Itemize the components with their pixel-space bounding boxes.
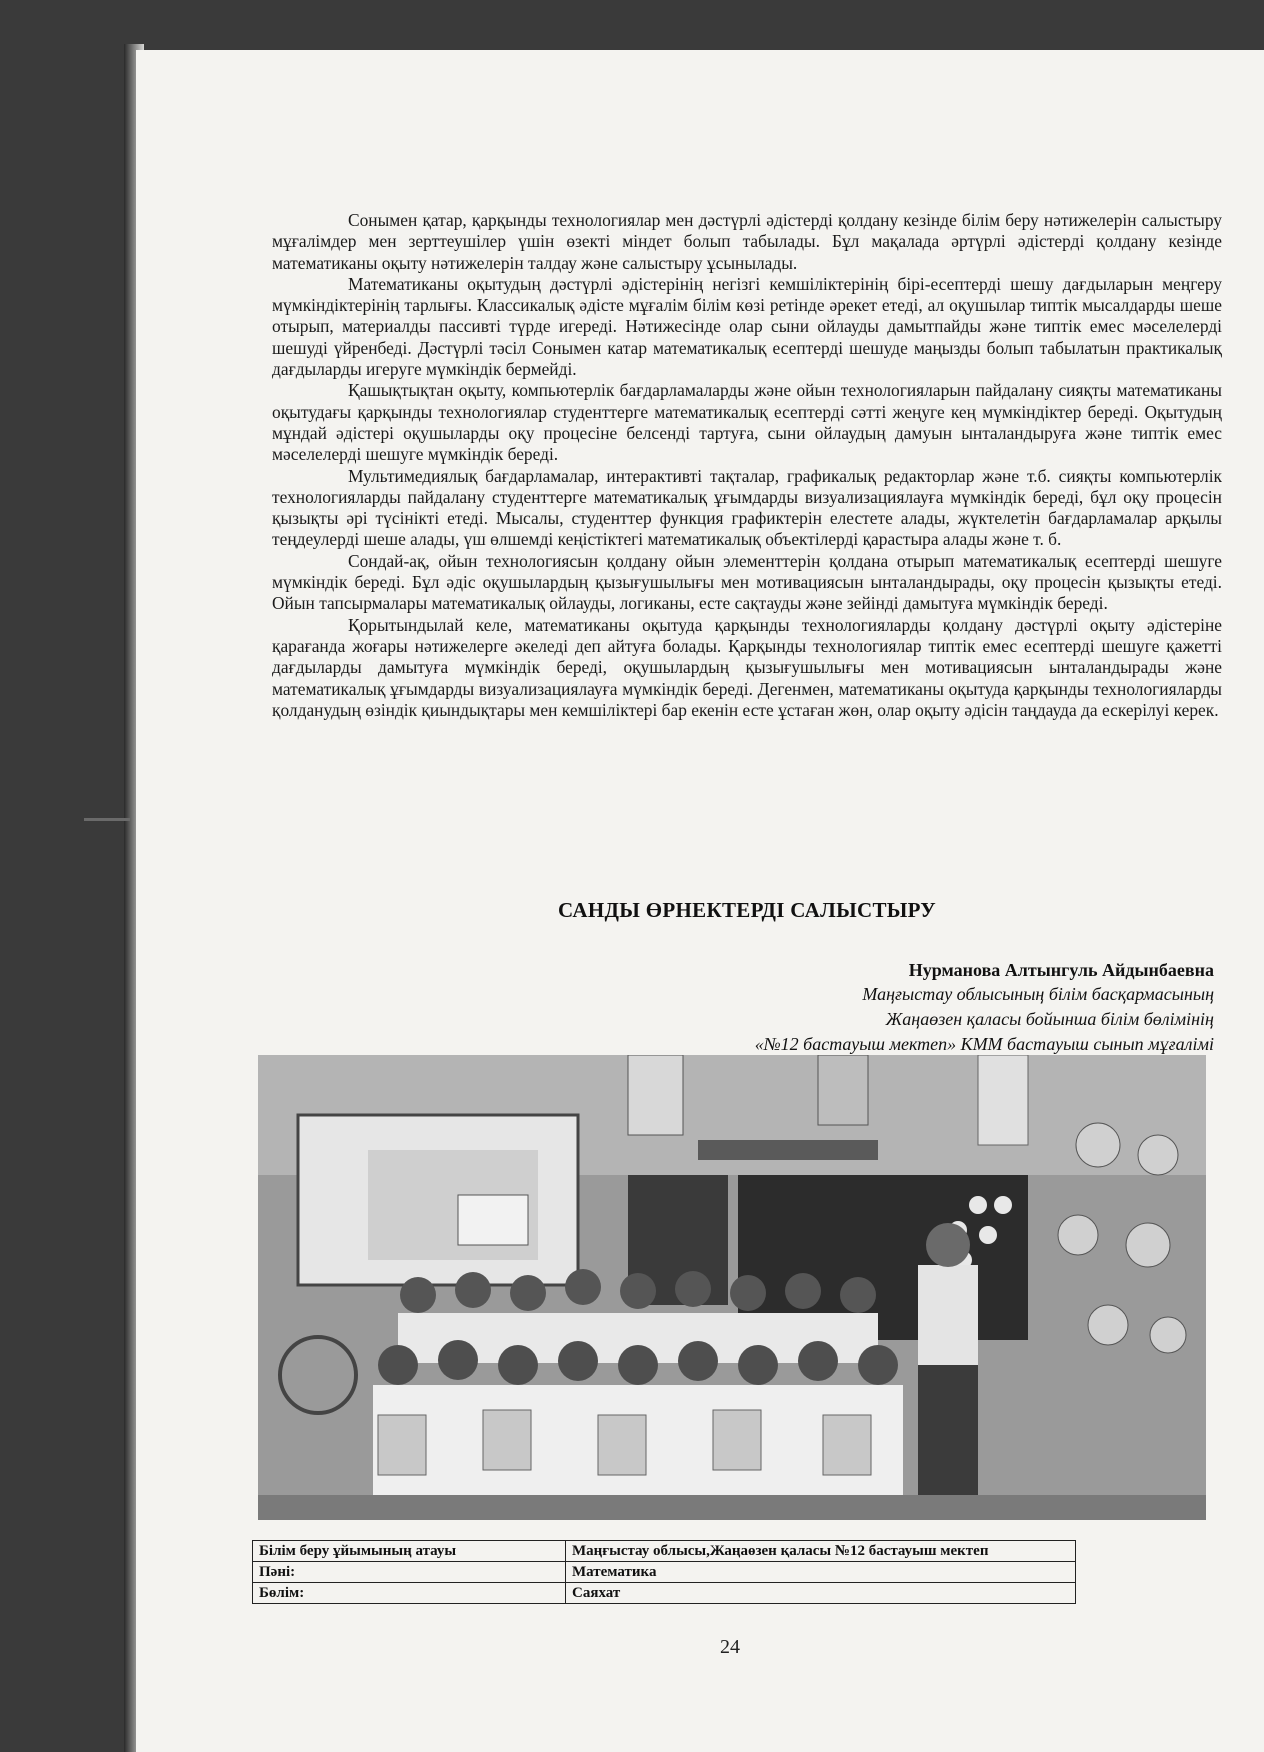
- author-affiliation-line-3: «№12 бастауыш мектеп» КММ бастауыш сынып мұғалімі: [754, 1034, 1214, 1054]
- table-key: Бөлім:: [253, 1583, 566, 1604]
- table-value: Математика: [566, 1562, 1076, 1583]
- article-body: [272, 210, 1222, 721]
- table-row: [253, 1583, 1076, 1604]
- paragraph-5: Сондай-ақ, ойын технологиясын қолдану ойын элементтерін қолдана отырып математикалық есептерді шешуге мүмкіндік береді. Бұл әдіс оқушылардың қызығушылығы мен мотивациясын ынталандырады, оқу процесін қызықты етеді. Ойын тапсырмалары математикалық ойлауды, логиканы, есте сақтауды және зейінді дамытуға мүмкіндік береді.: [272, 550, 1222, 614]
- page-number: 24: [720, 1636, 740, 1658]
- author-affiliation-line-2: Жаңаөзен қаласы бойынша білім бөлімінің: [885, 1009, 1214, 1029]
- paragraph-2: Математиканы оқытудың дәстүрлі әдістерінің негізгі кемшіліктерінің бірі-есептерді шешу дағдыларын меңгеру мүмкіндіктерінің тарлығы. Классикалық әдісте мұғалім білім көзі ретінде әрекет етеді, ал оқушылар типтік мысалдарды шеше отырып, материалды пассивті түрде игереді. Нәтижесінде олар сыни ойлауды дамытпайды және типтік емес мәселелерді шешуді үйренбеді. Дәстүрлі тәсіл Сонымен катар математикалық есептерді шешуде маңызды болып табылатын практикалық дағдыларды игеруге мүмкіндік бермейді.: [272, 273, 1222, 380]
- table-key: Пәні:: [253, 1562, 566, 1583]
- classroom-photo-illustration: [258, 1055, 1206, 1520]
- paragraph-4: Мультимедиялық бағдарламалар, интерактивті тақталар, графикалық редакторлар және т.б. сияқты компьютерлік технологияларды пайдалану студенттерге математикалық ұғымдарды визуализациялауға мүмкіндік береді, бұл оқу процесін қызықты әрі түсінікті етеді. Мысалы, студенттер функция графиктерін елестете алады, жүктелетін бағдарламалар арқылы теңдеулерді шеше алады, үш өлшемді кеңістіктегі математикалық объектілерді қарастыра алады және т. б.: [272, 465, 1222, 550]
- table-row: [253, 1562, 1076, 1583]
- paragraph-1: Сонымен қатар, қарқынды технологиялар мен дәстүрлі әдістерді қолдану кезінде білім беру нәтижелерін салыстыру мұғалімдер мен зерттеушілер үшін өзекті міндет болып табылады. Бұл мақалада әртүрлі әдістерді қолдану кезінде математиканы оқыту нәтижелерін талдау және салыстыру ұсынылады.: [272, 210, 1222, 273]
- article-title: САНДЫ ӨРНЕКТЕРДІ САЛЫСТЫРУ: [558, 898, 936, 922]
- paragraph-3: Қашықтықтан оқыту, компьютерлік бағдарламаларды және ойын технологияларын пайдалану сияқты математиканы оқытудағы қарқынды технологиялар студенттерге математикалық есептерді сәтті жеңуге кең мүмкіндіктер береді. Оқытудың мұндай әдістері оқушыларды оқу процесіне белсенді тартуға, сыни ойлаудың дамуын ынталандыруға және типтік емес мәселелерді шешуге мүмкіндік береді.: [272, 380, 1222, 465]
- table-value: Саяхат: [566, 1583, 1076, 1604]
- author-name: Нурманова Алтынгуль Айдынбаевна: [908, 960, 1214, 980]
- author-affiliation-line-1: Маңғыстау облысының білім басқармасының: [862, 984, 1214, 1004]
- author-block: [514, 958, 1214, 1057]
- table-value: Маңғыстау облысы,Жаңаөзен қаласы №12 бастауыш мектеп: [566, 1541, 1076, 1562]
- lesson-info-table: [252, 1540, 1076, 1604]
- scan-speck: [84, 818, 130, 821]
- classroom-photo: [258, 1055, 1206, 1520]
- table-row: [253, 1541, 1076, 1562]
- table-key: Білім беру ұйымының атауы: [253, 1541, 566, 1562]
- paragraph-6: Қорытындылай келе, математиканы оқытуда қарқынды технологияларды қолдану дәстүрлі оқыту әдістеріне қарағанда жоғары нәтижелерге әкеледі деп айтуға болады. Қарқынды технологиялар типтік емес есептерді шешуге қажетті дағдыларды дамытуға мүмкіндік береді, оқушылардың қызығушылығы мен мотивациясын ынталандырады және математикалық ұғымдарды визуализациялауға мүмкіндік береді. Дегенмен, математиканы оқытуда қарқынды технологияларды қолданудың өзіндік қиындықтары мен кемшіліктері бар екенін есте ұстаған жөн, олар оқыту әдісін таңдауда да ескерілуі керек.: [272, 614, 1222, 720]
